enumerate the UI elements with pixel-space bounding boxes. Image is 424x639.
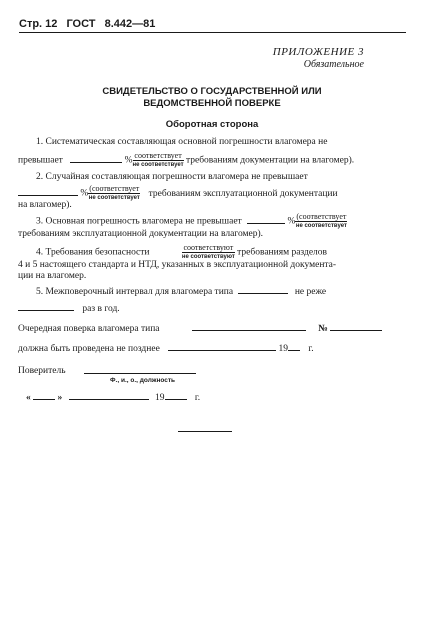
item1-line1: 1. Систематическая составляющая основной погрешности влагомера не (36, 137, 328, 147)
item5-type-blank[interactable] (238, 285, 288, 294)
item3-line1: 3. Основная погрешность влагомера не превышает % $\frac{\text{(соответствует}}{\text{не соответствует}}$ (36, 212, 347, 229)
item4-line1: 4. Требования безопасности $\frac{\text{соответствуют}}{\text{не соответствуют}}$ требованиям разделов (36, 243, 328, 260)
item2-line3: на влагомер). (18, 200, 72, 210)
appendix-status: Обязательное (303, 59, 364, 70)
item5-count-blank[interactable] (18, 302, 74, 311)
verifier-label: Поверитель (18, 366, 66, 376)
header-rule (19, 32, 406, 33)
item2-value-blank[interactable] (18, 187, 78, 196)
deadline-year-blank[interactable] (288, 342, 300, 351)
date-year-blank[interactable] (165, 391, 187, 400)
item3-value-blank[interactable] (247, 215, 285, 224)
item4-line2: 4 и 5 настоящего стандарта и НТД, указанных в эксплуатационной документа- (18, 260, 337, 270)
deadline-line: должна быть проведена не позднее 19 г. (18, 344, 314, 354)
doc-title-line1: СВИДЕТЕЛЬСТВО О ГОСУДАРСТВЕННОЙ ИЛИ (102, 86, 322, 97)
appendix-title: ПРИЛОЖЕНИЕ 3 (272, 46, 364, 58)
page-number: Стр. 12 (19, 18, 58, 30)
item2-line1: 2. Случайная составляющая погрешности влагомера не превышает (36, 172, 308, 182)
item1-line2: превышает % $\frac{\text{соответствует}}{\text{не соответствует}}$ требованиям документации на влагомер). (18, 151, 355, 168)
item1-fraction: $\frac{\text{соответствует}}{\text{не соответствует}}$ (132, 151, 184, 168)
verifier-caption: Ф., и., о., должность (110, 377, 176, 384)
date-month-blank[interactable] (69, 391, 149, 400)
item3-fraction: $\frac{\text{(соответствует}}{\text{не соответствует}}$ (295, 212, 347, 229)
appendix-block (273, 46, 364, 70)
gost-number: 8.442—81 (104, 18, 156, 30)
page-header (19, 18, 161, 30)
item5-line1: 5. Межповерочный интервал для влагомера типа не реже (36, 287, 327, 297)
date-day-blank[interactable] (33, 391, 55, 400)
item5-line2: раз в год. (18, 302, 120, 315)
item4-fraction: $\frac{\text{соответствуют}}{\text{не соответствуют}}$ (181, 243, 235, 260)
next-type-blank[interactable] (192, 322, 306, 331)
closing-rule (178, 431, 232, 432)
item2-line2: % $\frac{\text{(соответствует}}{\text{не соответствует}}$ требованиям эксплуатационной документации (18, 185, 338, 202)
deadline-date-blank[interactable] (168, 342, 276, 351)
verifier-signature-line[interactable] (84, 373, 196, 374)
next-verification-line: Очередная поверка влагомера типа № (18, 322, 382, 335)
item2-fraction: $\frac{\text{(соответствует}}{\text{не соответствует}}$ (88, 184, 140, 201)
next-number-blank[interactable] (330, 322, 382, 331)
item1-value-blank[interactable] (70, 154, 122, 163)
doc-subtitle: Оборотная сторона (165, 119, 259, 130)
item4-line3: ции на влагомер. (18, 271, 87, 281)
doc-title-line2: ВЕДОМСТВЕННОЙ ПОВЕРКЕ (143, 98, 281, 109)
date-line: « » 19 г. (26, 393, 201, 403)
gost-label: ГОСТ (66, 18, 96, 30)
item3-line2: требованиям эксплуатационной документации на влагомер). (18, 229, 264, 239)
